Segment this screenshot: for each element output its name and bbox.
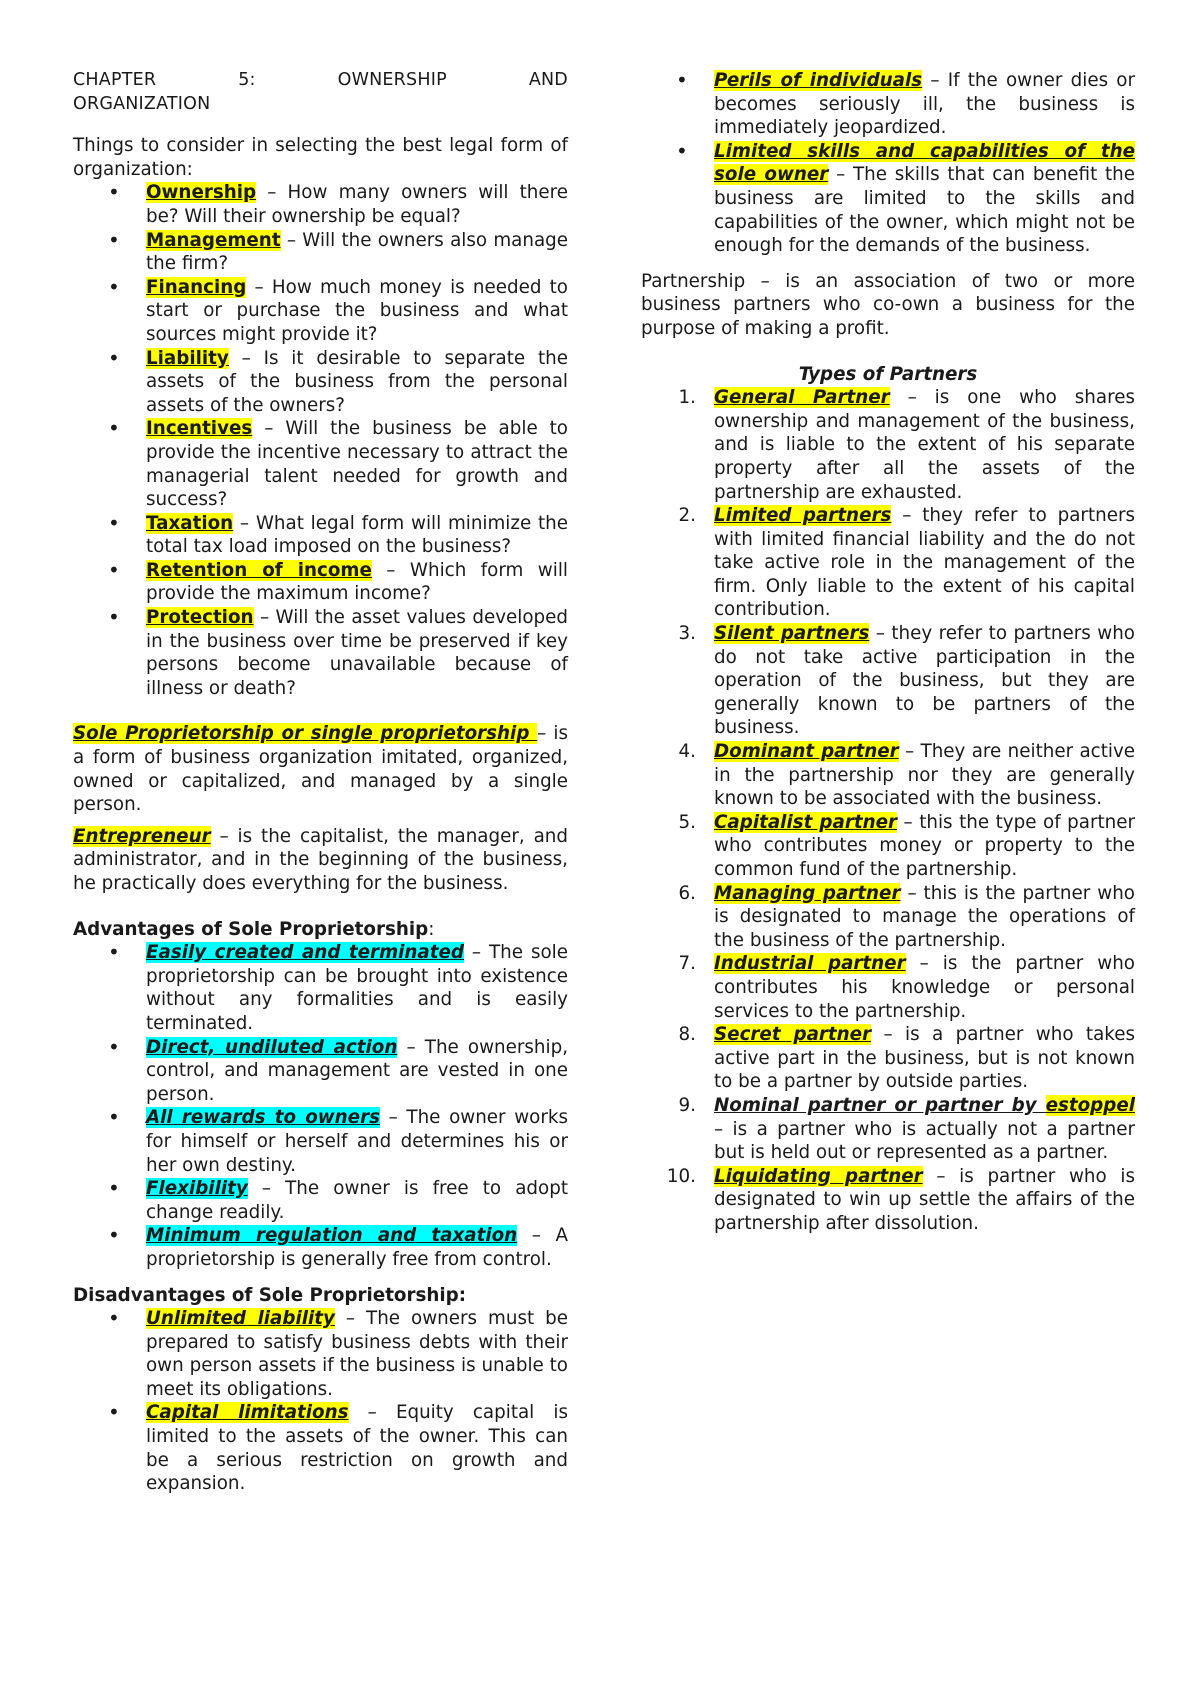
left-column bbox=[73, 69, 568, 1496]
item-text: – Will the asset values developed in the business over time be preserved if key persons become unavailable because of illness or death? bbox=[146, 607, 568, 699]
term-highlight: Entrepreneur bbox=[73, 825, 211, 847]
list-item bbox=[73, 181, 568, 228]
item-text: – The owner works for himself or herself and determines his or her own destiny. bbox=[146, 1107, 568, 1176]
list-item bbox=[641, 1094, 1135, 1165]
advantages-list bbox=[73, 941, 568, 1271]
item-number: 9. bbox=[678, 1094, 696, 1116]
term-highlight: Direct, undiluted action bbox=[146, 1036, 398, 1058]
list-item bbox=[641, 1023, 1135, 1094]
disadvantages-list bbox=[73, 1307, 568, 1496]
item-text: – How many owners will there be? Will their ownership be equal? bbox=[146, 182, 568, 227]
item-number: 8. bbox=[678, 1024, 696, 1046]
heading-text: Advantages of Sole Proprietorship bbox=[73, 918, 429, 940]
item-text: – is one who shares ownership and management of the business, and is liable to the extent of his separate property after all the assets of the partnership are exhausted. bbox=[714, 387, 1135, 503]
term-highlight: Unlimited liability bbox=[146, 1308, 335, 1330]
list-item bbox=[73, 1401, 568, 1495]
item-text: – is a partner who is actually not a partner but is held out or represented as a partner. bbox=[714, 1118, 1135, 1164]
title-word: 5: bbox=[238, 70, 256, 90]
item-text: – this the type of partner who contributes money or property to the common fund of the partnership. bbox=[714, 811, 1135, 880]
list-item bbox=[641, 1165, 1135, 1236]
term-highlight: Secret partner bbox=[714, 1024, 872, 1046]
item-text: – The skills that can benefit the business are limited to the skills and capabilities of the owner, which might not be enough for the demands of the business. bbox=[714, 164, 1135, 257]
list-item bbox=[641, 882, 1135, 953]
list-item bbox=[73, 1307, 568, 1401]
considerations-list bbox=[73, 181, 568, 700]
list-item bbox=[641, 386, 1135, 504]
item-text: – Equity capital is limited to the assets of the owner. This can be a serious restriction on growth and expansion. bbox=[146, 1402, 569, 1495]
item-text: – they refer to partners with limited financial liability and the do not take active role in the management of the firm. Only liable to the extent of his capital contribution. bbox=[714, 505, 1135, 621]
list-item bbox=[73, 1177, 568, 1224]
term-highlight: General Partner bbox=[714, 387, 890, 409]
item-number: 1. bbox=[678, 387, 696, 409]
term-highlight: Perils of individuals bbox=[714, 70, 923, 91]
term-highlight: Capital limitations bbox=[146, 1402, 349, 1424]
list-item bbox=[73, 559, 568, 606]
term-highlight: Capitalist partner bbox=[714, 811, 898, 833]
list-item bbox=[641, 140, 1135, 258]
item-text: – They are neither active in the partnership nor they are generally known to be associated with the business. bbox=[714, 741, 1136, 810]
title-word: OWNERSHIP bbox=[337, 70, 447, 90]
list-item bbox=[73, 941, 568, 1035]
partnership-definition: Partnership – is an association of two or more business partners who co-own a business for the purpose of making a profit. bbox=[641, 270, 1135, 339]
item-text: – The owner is free to adopt change readily. bbox=[146, 1178, 568, 1223]
term-highlight: Limited skills and capabilities of the sole owner bbox=[714, 140, 1135, 186]
item-text: – A proprietorship is generally free from control. bbox=[146, 1225, 568, 1270]
list-item bbox=[73, 1036, 568, 1107]
term-highlight: Ownership bbox=[146, 182, 257, 204]
term-highlight: Financing bbox=[146, 276, 247, 298]
list-item bbox=[73, 347, 568, 418]
list-item bbox=[73, 512, 568, 559]
item-number: 10. bbox=[666, 1165, 696, 1187]
types-of-partners-heading: Types of Partners bbox=[798, 363, 978, 385]
item-text: – How much money is needed to start or purchase the business and what sources might provide it? bbox=[146, 276, 568, 345]
item-number: 3. bbox=[678, 623, 696, 645]
disadvantages-list-continued bbox=[641, 69, 1135, 258]
right-column bbox=[641, 69, 1135, 1236]
item-text: – Which form will provide the maximum income? bbox=[146, 559, 568, 605]
item-text: – Will the business be able to provide the incentive necessary to attract the managerial talent needed for growth and success? bbox=[146, 418, 568, 511]
term-highlight: Retention of income bbox=[146, 559, 372, 581]
chapter-title bbox=[73, 69, 568, 116]
list-item bbox=[73, 229, 568, 276]
item-text: – The ownership, control, and management are vested in one person. bbox=[146, 1036, 569, 1105]
definition-text: – is the capitalist, the manager, and administrator, and in the beginning of the business, he practically does everything for the business. bbox=[73, 825, 568, 894]
term-highlight: Liability bbox=[146, 347, 229, 369]
term-highlight: Sole Proprietorship or single proprietorship bbox=[73, 723, 538, 745]
term-highlight: Management bbox=[146, 229, 281, 251]
term-highlight: Protection bbox=[146, 607, 254, 629]
term-highlight: estoppel bbox=[1045, 1094, 1135, 1116]
definition-text: – is a form of business organization imitated, organized, owned or capitalized, and managed by a single person. bbox=[73, 723, 568, 816]
term-highlight: Limited partners bbox=[714, 505, 892, 527]
item-number: 4. bbox=[678, 741, 696, 763]
item-text: – is partner who is designated to win up settle the affairs of the partnership after dissolution. bbox=[714, 1165, 1135, 1234]
term-highlight: Incentives bbox=[146, 418, 253, 440]
term-highlight: Flexibility bbox=[146, 1178, 248, 1200]
item-text: – this is the partner who is designated to manage the operations of the business of the partnership. bbox=[714, 882, 1135, 951]
term-highlight: Dominant partner bbox=[714, 741, 899, 763]
title-word: CHAPTER bbox=[73, 70, 157, 90]
title-line-2: ORGANIZATION bbox=[73, 93, 211, 114]
list-item bbox=[641, 740, 1135, 811]
term-highlight: Minimum regulation and taxation bbox=[146, 1225, 518, 1247]
term-highlight: Easily created and terminated bbox=[146, 942, 464, 964]
term-highlight: Liquidating partner bbox=[714, 1165, 923, 1187]
item-text: – If the owner dies or becomes seriously ill, the business is immediately jeopardized. bbox=[714, 70, 1135, 139]
list-item bbox=[641, 952, 1135, 1023]
item-text: – they refer to partners who do not take active participation in the operation of the business, but they are generally known to be partners of the business. bbox=[714, 623, 1135, 739]
item-text: – The sole proprietorship can be brought into existence without any formalities and is easily terminated. bbox=[146, 942, 568, 1034]
list-item bbox=[641, 811, 1135, 882]
item-number: 6. bbox=[678, 882, 696, 904]
item-text: – Will the owners also manage the firm? bbox=[146, 229, 568, 275]
list-item bbox=[73, 417, 568, 511]
term-underlined: Nominal partner or partner by bbox=[714, 1094, 1046, 1116]
partner-types-list bbox=[641, 386, 1135, 1235]
list-item bbox=[73, 1106, 568, 1177]
title-word: AND bbox=[528, 70, 568, 90]
entrepreneur-definition bbox=[73, 825, 568, 896]
list-item bbox=[641, 622, 1135, 740]
item-text: – is the partner who contributes his knowledge or personal services to the partnership. bbox=[714, 953, 1135, 1022]
list-item bbox=[73, 606, 568, 700]
item-number: 2. bbox=[678, 505, 696, 527]
item-text: – Is it desirable to separate the assets of the business from the personal assets of the owners? bbox=[146, 347, 568, 416]
term-highlight: Industrial partner bbox=[714, 953, 906, 975]
heading-colon: : bbox=[428, 918, 435, 940]
disadvantages-heading: Disadvantages of Sole Proprietorship: bbox=[73, 1284, 467, 1306]
advantages-heading bbox=[73, 918, 568, 942]
term-highlight: Taxation bbox=[146, 512, 234, 534]
item-number: 7. bbox=[678, 953, 696, 975]
intro-text: Things to consider in selecting the best legal form of organization: bbox=[73, 135, 568, 180]
term-highlight: Silent partners bbox=[714, 623, 870, 645]
list-item bbox=[73, 276, 568, 347]
item-text: – is a partner who takes active part in the business, but is not known to be a partner by outside parties. bbox=[714, 1024, 1135, 1093]
term-highlight: Managing partner bbox=[714, 882, 901, 904]
item-text: – What legal form will minimize the total tax load imposed on the business? bbox=[146, 512, 568, 558]
item-text: – The owners must be prepared to satisfy business debts with their own person assets if the business is unable to meet its obligations. bbox=[146, 1308, 568, 1400]
sole-proprietorship-definition bbox=[73, 722, 568, 816]
list-item bbox=[641, 504, 1135, 622]
list-item bbox=[641, 69, 1135, 140]
list-item bbox=[73, 1224, 568, 1271]
item-number: 5. bbox=[678, 811, 696, 833]
term-highlight: All rewards to owners bbox=[146, 1107, 380, 1129]
